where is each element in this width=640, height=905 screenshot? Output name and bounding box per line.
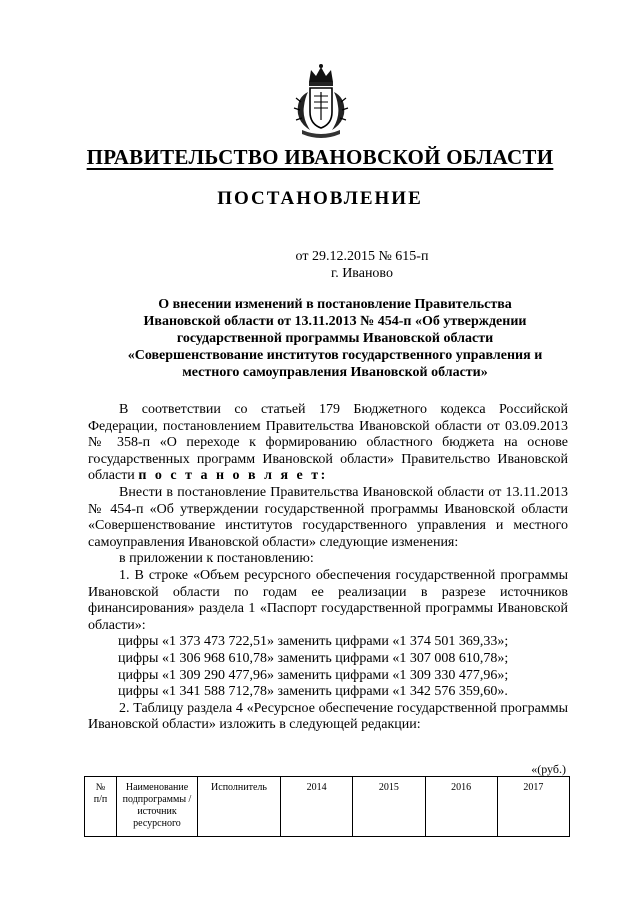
subject-line: «Совершенствование институтов государственного управления и [127,348,543,363]
coat-of-arms-icon [292,62,350,142]
resolves-word: п о с т а н о в л я е т: [138,468,328,484]
paragraph: 2. Таблицу раздела 4 «Ресурсное обеспечение государственной программы Ивановской области» изложить в следующей редакции: [88,700,568,733]
subject-line: государственной программы Ивановской области [176,331,494,346]
subject-line: Ивановской области от 13.11.2013 № 454-п «Об утверждении [143,314,527,329]
replacement-line: цифры «1 306 968 610,78» заменить цифрами «1 307 008 610,78»; [118,650,509,666]
col-number [85,777,117,837]
replacement-line: цифры «1 341 588 712,78» заменить цифрами «1 342 576 359,60». [118,684,508,700]
document-body [88,402,568,734]
currency-unit: «(руб.) [531,762,566,776]
col-year-2015: 2015 [353,777,425,837]
col-executor: Исполнитель [198,777,281,837]
paragraph-text: В соответствии со статьей 179 Бюджетного кодекса Российской Федерации, постановлением Правительства Ивановской области от 03.09.2013 № 358-п «О переходе к формированию областного бюджета на основе государственных программ Ивановской области» Правительство Ивановской области [88,402,568,484]
subject-line: О внесении изменений в постановление Правительства [158,297,512,312]
document-meta [0,248,640,282]
government-title: ПРАВИТЕЛЬСТВО ИВАНОВСКОЙ ОБЛАСТИ [86,145,554,169]
col-year-2017: 2017 [497,777,569,837]
replacement-line: цифры «1 373 473 722,51» заменить цифрами «1 374 501 369,33»; [118,634,509,650]
table-header-row [85,777,570,837]
replacement-line: цифры «1 309 290 477,96» заменить цифрами «1 309 330 477,96»; [118,667,509,683]
resource-table [84,776,570,837]
date-number: от 29.12.2015 № 615-п [295,249,429,264]
document-subject [100,296,570,381]
paragraph: в приложении к постановлению: [119,551,314,567]
subject-line: местного самоуправления Ивановской области» [182,365,488,380]
col-number-line: п/п [93,794,108,805]
document-type: ПОСТАНОВЛЕНИЕ [217,188,423,209]
paragraph: Внести в постановление Правительства Ивановской области от 13.11.2013 № 454-п «Об утверждении государственной программы Ивановской области «Совершенствование институтов государственного управления и местного самоуправления Ивановской области» следующие изменения: [88,484,568,550]
city: г. Иваново [331,266,393,281]
col-year-2014: 2014 [281,777,353,837]
col-name: Наименование подпрограммы /источник ресурсного [117,777,198,837]
col-number-line: № [95,782,106,793]
paragraph [88,402,568,485]
paragraph: 1. В строке «Объем ресурсного обеспечения государственной программы Ивановской области по годам ее реализации в разрезе источников финансирования» раздела 1 «Паспорт государственной программы Ивановской области»: [88,567,568,633]
col-year-2016: 2016 [425,777,497,837]
